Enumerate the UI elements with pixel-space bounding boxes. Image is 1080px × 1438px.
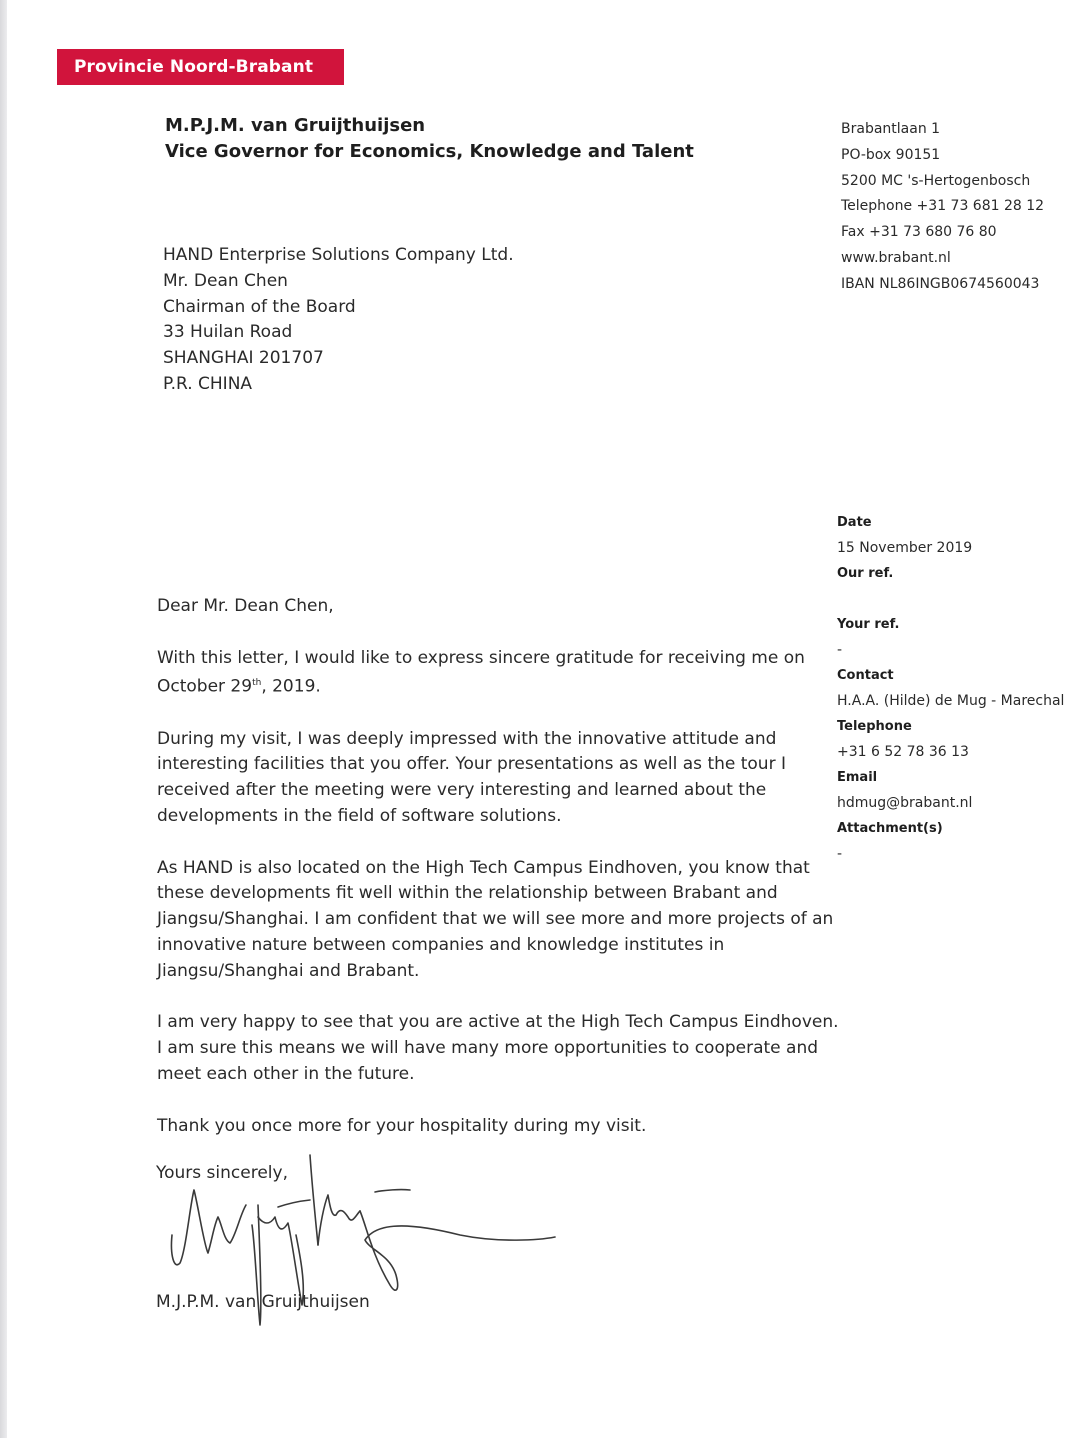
- telephone-label: Telephone: [837, 719, 912, 734]
- org-fax: Fax +31 73 680 76 80: [841, 224, 997, 241]
- contact-label: Contact: [837, 668, 894, 683]
- letter-metadata: [837, 510, 1064, 867]
- recipient-role: Chairman of the Board: [163, 296, 356, 317]
- signer-name: M.J.P.M. van Gruijthuijsen: [156, 1292, 370, 1312]
- sender-title: Vice Governor for Economics, Knowledge and Talent: [165, 141, 694, 162]
- attachments-label: Attachment(s): [837, 821, 943, 836]
- organization-info: [841, 117, 1044, 298]
- org-address: Brabantlaan 1: [841, 121, 941, 137]
- date-value: 15 November 2019: [837, 539, 973, 556]
- recipient-address: [163, 243, 514, 398]
- org-website: www.brabant.nl: [841, 249, 951, 266]
- paragraph-3: As HAND is also located on the High Tech Campus Eindhoven, you know that these developments fit well within the relationship between Brabant and Jiangsu/Shanghai. I am confident that we will see more and more projects of an innovative nature between companies and knowledge institutes in Jiangsu/Shanghai and Brabant.: [157, 857, 834, 981]
- paragraph-5: Thank you once more for your hospitality during my visit.: [157, 1115, 647, 1136]
- your-ref-label: Your ref.: [837, 617, 900, 632]
- recipient-street: 33 Huilan Road: [163, 322, 293, 343]
- paragraph-1: With this letter, I would like to express sincere gratitude for receiving me on October 29th, 2019.: [157, 647, 805, 698]
- email-label: Email: [837, 770, 878, 785]
- org-pobox: PO-box 90151: [841, 146, 941, 163]
- letter-body: [157, 594, 839, 1165]
- brand-logo: Provincie Noord-Brabant: [57, 49, 344, 85]
- org-iban: IBAN NL86INGB0674560043: [841, 275, 1040, 292]
- email-value: hdmug@brabant.nl: [837, 794, 973, 811]
- our-ref-label: Our ref.: [837, 566, 894, 581]
- recipient-company: HAND Enterprise Solutions Company Ltd.: [163, 245, 514, 265]
- recipient-city: SHANGHAI 201707: [163, 348, 324, 369]
- closing: Yours sincerely,: [156, 1163, 288, 1183]
- your-ref-value: -: [837, 641, 843, 658]
- telephone-value: +31 6 52 78 36 13: [837, 743, 969, 760]
- sender-name: M.P.J.M. van Gruijthuijsen: [165, 115, 426, 136]
- sender-block: [165, 113, 694, 165]
- recipient-name: Mr. Dean Chen: [163, 270, 288, 291]
- date-label: Date: [837, 515, 872, 530]
- org-telephone: Telephone +31 73 681 28 12: [841, 198, 1045, 215]
- recipient-country: P.R. CHINA: [163, 373, 253, 394]
- paragraph-4: I am very happy to see that you are active at the High Tech Campus Eindhoven. I am sure this means we will have many more opportunities to cooperate and meet each other in the future.: [157, 1012, 839, 1084]
- paragraph-2: During my visit, I was deeply impressed with the innovative attitude and interesting facilities that you offer. Your presentations as well as the tour I received after the meeting were very interesting and learned about the developments in the field of software solutions.: [157, 728, 786, 827]
- page-edge-shadow: [0, 0, 7, 1438]
- handwritten-signature: [160, 1145, 580, 1345]
- attachments-value: -: [837, 845, 843, 862]
- org-postal-city: 5200 MC 's-Hertogenbosch: [841, 172, 1031, 189]
- salutation: Dear Mr. Dean Chen,: [157, 596, 334, 616]
- contact-value: H.A.A. (Hilde) de Mug - Marechal: [837, 692, 1065, 709]
- our-ref-value: [837, 587, 1064, 613]
